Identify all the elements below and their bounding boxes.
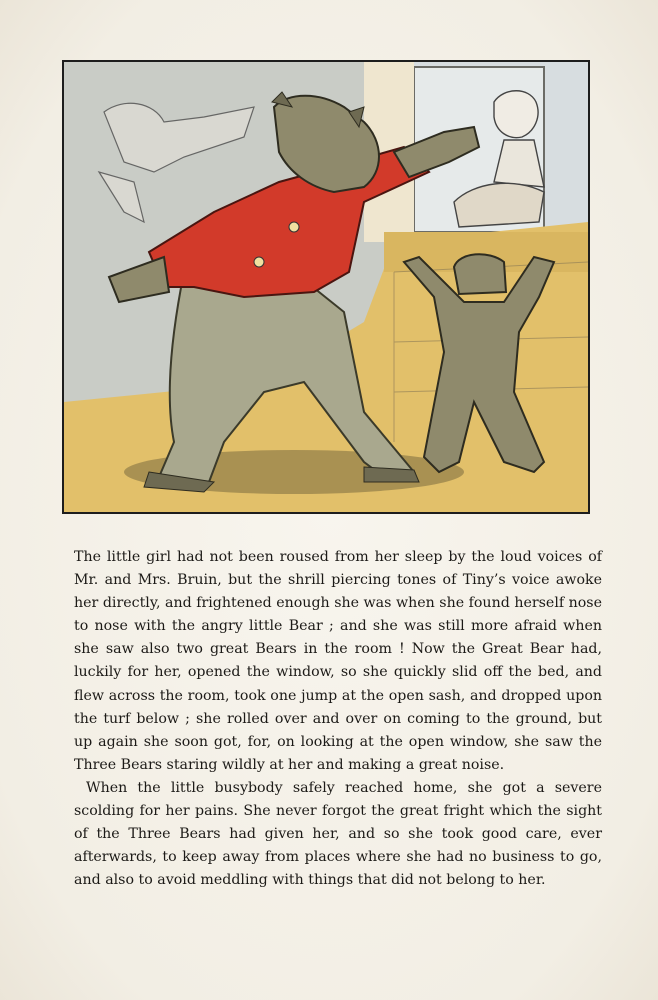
story-text: [74, 546, 602, 892]
illustration-plate: [62, 60, 590, 514]
story-paragraph-1: The little girl had not been roused from her sleep by the loud voices of Mr. and Mrs. Bruin, but the shrill piercing tones of Tiny’s voice awoke her directly, and frightened enough she was when she found herself nose to nose with the angry little Bear ; and she was still more afraid when she saw also two great Bears in the room ! Now the Great Bear had, luckily for her, opened the window, so she quickly slid off the bed, and flew across the room, took one jump at the open sash, and dropped upon the turf below ; she rolled over and over on coming to the ground, but up again she soon got, for, on looking at the open window, she saw the Three Bears staring wildly at her and making a great noise.: [74, 549, 602, 773]
illustration: [64, 62, 588, 512]
story-paragraph-2: When the little busybody safely reached home, she got a severe scolding for her pains. She never forgot the great fright which the sight of the Three Bears had given her, and so she took good care, ever afterwards, to keep away from places where she had no business to go, and also to avoid meddling with things that did not belong to her.: [74, 779, 602, 889]
